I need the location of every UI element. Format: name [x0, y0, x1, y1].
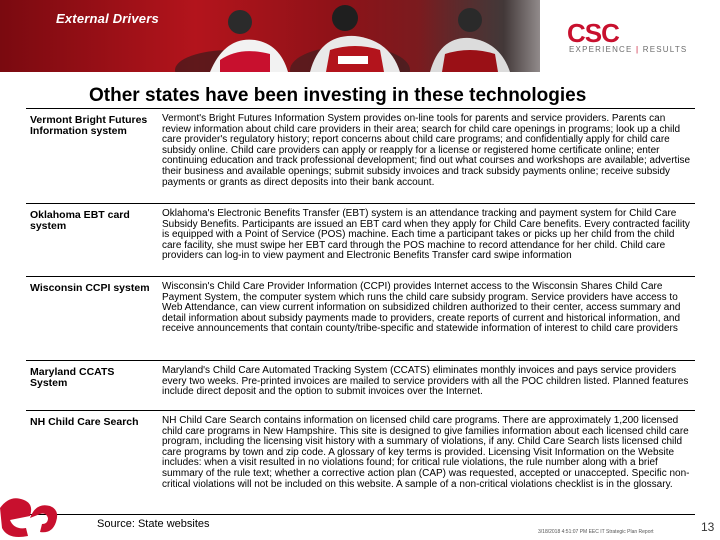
page-number: 13: [701, 520, 715, 534]
logo-tagline: [569, 45, 687, 54]
row-label: Maryland CCATS System: [30, 366, 115, 389]
row-description: NH Child Care Search contains information on licensed child care programs. There are approximately 1,200 licensed child care programs in New Hampshire. This site is designed to give families information about each licensed child care program, including the licensing visit history with a summary of violations, if any. Child Care Search lists licensed child care programs by town and zip code. A glossary of key terms is provided. Licensing Visit Information on the Website includes: when a visit resulted in no violations found; for critical rule violations, the rule number along with a brief summary of the rule text; whether a corrective action plan (CAP) was requested, accepted or unaccepted. Specific non-critical violations will not be included on this website. A sample of a non-critical violations checklist is in the glossary.: [162, 415, 690, 490]
row-label: NH Child Care Search: [30, 416, 139, 428]
row-label: Vermont Bright Futures Information system: [30, 114, 148, 137]
footer-meta: 3/18/2018 4:51:07 PM EEC IT Strategic Plan Report: [538, 529, 654, 535]
table-row: [26, 410, 695, 515]
table-row: [26, 276, 695, 360]
technologies-table: [26, 108, 695, 515]
row-description: Vermont's Bright Futures Information System provides on-line tools for parents and service providers. Parents can review information about child care providers in their area; search for child care openings in programs; look up a child care provider's regulatory history; report concerns about child care programs; and confidentially apply for child care subsidy online. Child care providers can apply or reapply for a license or registered home certificate online; enter continuing education and track professional development; find out what courses and workshops are available; advertise their business and available openings; submit subsidy invoices and track subsidy payments online; receive subsidy payments or grants as direct deposits into their bank account.: [162, 113, 691, 188]
source-note: Source: State websites: [97, 518, 210, 530]
row-label: Wisconsin CCPI system: [30, 282, 150, 294]
eec-corner-logo-icon: [0, 490, 60, 540]
cyclists-photo: [170, 0, 530, 72]
logo-tag-separator: |: [636, 45, 640, 54]
csc-logo: [567, 18, 707, 58]
row-description: Maryland's Child Care Automated Tracking System (CCATS) eliminates monthly invoices and pays service providers every two weeks. Pre-printed invoices are mailed to service providers with all the POC children listed. Planned features include direct deposit and the option to submit invoices over the Internet.: [162, 365, 689, 398]
slide-title: Other states have been investing in these technologies: [89, 85, 587, 106]
section-title: External Drivers: [56, 11, 159, 26]
table-row: [26, 108, 695, 203]
row-description: Oklahoma's Electronic Benefits Transfer (EBT) system is an attendance tracking and payment system for Child Care Subsidy Benefits. Participants are issued an EBT card when they apply for Child Care benefits. Every contracted facility is equipped with a Point of Service (POS) machine. Each time a participant takes or picks up her child from the child care facility, she must swipe her EBT card through the POS machine to record attendance for her child. Child care providers can log-in to view payment and Electronic Benefits Transfer card swipe information: [162, 208, 690, 262]
row-description: Wisconsin's Child Care Provider Information (CCPI) provides Internet access to the Wisconsin Shares Child Care Payment System, the computer system which runs the child care subsidy program. Service providers have access to Web Attendance, can view current information on subsidized children authorized to their center, access summary and detail information about subsidy payments made to providers, create reports of current and historical information, and receive announcements that contain county/tribe-specific and statewide information of interest to child care providers: [162, 281, 681, 335]
table-row: [26, 360, 695, 410]
row-label: Oklahoma EBT card system: [30, 209, 130, 232]
header-banner: [0, 0, 720, 72]
logo-text: CSC: [567, 18, 619, 48]
logo-tag-right: RESULTS: [642, 45, 688, 54]
logo-tag-left: EXPERIENCE: [569, 45, 633, 54]
table-row: [26, 203, 695, 276]
